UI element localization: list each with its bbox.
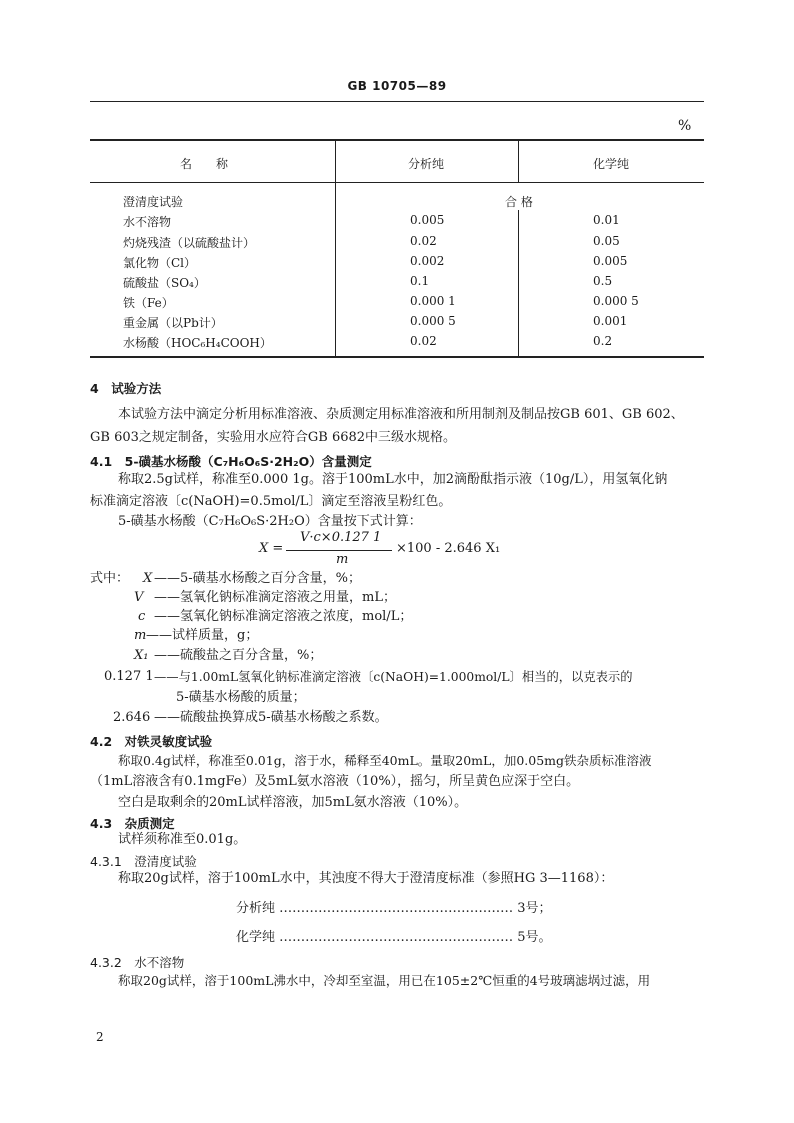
- clarity-grade-ar: 分析纯 ……………………………………………… 3号；: [236, 901, 552, 916]
- table-row-ar: 0.02: [410, 234, 437, 248]
- table-row-ar: 0.002: [410, 254, 445, 268]
- def-text: ——与1.00mL氢氧化钠标准滴定溶液〔c(NaOH)=1.000mol/L〕相当的，以克表示的: [154, 670, 633, 684]
- def-text: ——试样质量，g；: [146, 628, 259, 643]
- table-col-divider-2-header: [518, 140, 519, 183]
- table-row-name: 重金属（以Pb计）: [123, 316, 223, 330]
- formula-rhs: ×100 - 2.646 X₁: [396, 541, 501, 556]
- section-4-2-paragraph-line1: 称取0.4g试样，称准至0.01g，溶于水，稀释至40mL。量取20mL，加0.05mg铁杂质标准溶液: [118, 753, 652, 768]
- standard-number-header: GB 10705—89: [347, 79, 447, 93]
- formula-lhs: X =: [259, 541, 284, 556]
- def-symbol: X: [143, 571, 153, 586]
- table-row-cp: 0.05: [593, 234, 620, 248]
- section-4-paragraph-line1: 本试验方法中滴定分析用标准溶液、杂质测定用标准溶液和所用制剂及制品按GB 601、GB 602、: [118, 407, 684, 422]
- table-row-name: 氯化物（Cl）: [123, 256, 197, 270]
- table-row-name: 铁（Fe）: [123, 296, 174, 310]
- table-bottom-rule: [90, 356, 704, 358]
- section-4-1-formula-intro: 5-磺基水杨酸（C₇H₆O₆S·2H₂O）含量按下式计算：: [118, 514, 422, 529]
- section-4-2-title: 4.2 对铁灵敏度试验: [90, 734, 213, 749]
- def-symbol: V: [134, 590, 144, 605]
- def-text: ——氢氧化钠标准滴定溶液之用量，mL；: [154, 590, 396, 605]
- column-header-cp: 化学纯: [593, 157, 630, 171]
- section-4-3-1-title: 4.3.1 澄清度试验: [90, 854, 197, 869]
- header-rule: [90, 101, 704, 102]
- table-row-name: 灼烧残渣（以硫酸盐计）: [123, 236, 256, 250]
- table-row-cp: 0.5: [593, 274, 613, 288]
- clarity-grade-cp: 化学纯 ……………………………………………… 5号。: [236, 930, 552, 945]
- section-4-1-title: 4.1 5-磺基水杨酸（C₇H₆O₆S·2H₂O）含量测定: [90, 454, 372, 469]
- section-4-3-title: 4.3 杂质测定: [90, 816, 175, 831]
- section-4-title: 4 试验方法: [90, 381, 162, 396]
- table-col-divider-2-body: [518, 210, 519, 357]
- table-row-cp: 0.005: [593, 254, 628, 268]
- table-row-name: 水杨酸（HOC₆H₄COOH）: [123, 336, 272, 350]
- section-4-2-paragraph-line2: （1mL溶液含有0.1mgFe）及5mL氨水溶液（10%），摇匀，所呈黄色应深于空白。: [90, 774, 580, 789]
- section-4-1-paragraph-line2: 标准滴定溶液〔c(NaOH)=0.5mol/L〕滴定至溶液呈粉红色。: [90, 494, 452, 509]
- def-symbol: 0.127 1: [104, 669, 154, 684]
- page-number: 2: [96, 1030, 104, 1044]
- table-row-ar: 0.000 5: [410, 314, 456, 328]
- table-row-ar: 0.1: [410, 274, 430, 288]
- def-text: ——硫酸盐换算成5-磺基水杨酸之系数。: [154, 710, 388, 725]
- def-symbol: X₁: [134, 648, 149, 663]
- section-4-paragraph-line2: GB 603之规定制备，实验用水应符合GB 6682中三级水规格。: [90, 430, 457, 445]
- def-symbol: 2.646: [113, 710, 151, 725]
- table-row-ar: 0.000 1: [410, 294, 456, 308]
- section-4-3-paragraph: 试样须称准至0.01g。: [118, 832, 247, 847]
- column-header-ar: 分析纯: [408, 157, 445, 171]
- where-label: 式中：: [90, 571, 130, 586]
- section-4-3-1-paragraph: 称取20g试样，溶于100mL水中，其浊度不得大于澄清度标准（参照HG 3—1168）：: [118, 871, 614, 886]
- def-text: ——氢氧化钠标准滴定溶液之浓度，mol/L；: [154, 609, 413, 624]
- def-text: ——5-磺基水杨酸之百分含量，%；: [154, 571, 362, 586]
- table-row-cp: 0.000 5: [593, 294, 639, 308]
- section-4-1-paragraph-line1: 称取2.5g试样，称准至0.000 1g。溶于100mL水中，加2滴酚酞指示液（10g/L），用氢氧化钠: [118, 472, 668, 487]
- section-4-3-2-title: 4.3.2 水不溶物: [90, 955, 185, 970]
- section-4-2-paragraph-2: 空白是取剩余的20mL试样溶液，加5mL氨水溶液（10%）。: [118, 795, 468, 810]
- formula-numerator: V·c×0.127 1: [300, 530, 382, 545]
- section-4-3-2-paragraph: 称取20g试样，溶于100mL沸水中，冷却至室温，用已在105±2℃恒重的4号玻璃滤埚过滤，用: [118, 973, 651, 988]
- table-row-name: 水不溶物: [123, 215, 172, 229]
- unit-label: %: [678, 118, 692, 134]
- table-row-cp: 0.01: [593, 213, 620, 227]
- formula-denominator: m: [336, 552, 349, 567]
- table-row-cp: 0.2: [593, 334, 613, 348]
- table-top-rule: [90, 139, 704, 141]
- def-text: ——硫酸盐之百分含量，%；: [154, 648, 323, 663]
- def-symbol: m: [134, 628, 147, 643]
- table-header-rule: [90, 182, 704, 183]
- table-col-divider-1: [335, 140, 336, 357]
- table-row-name: 澄清度试验: [123, 195, 184, 209]
- table-row-name: 硫酸盐（SO₄）: [123, 276, 206, 290]
- table-row-ar: 合 格: [505, 195, 533, 209]
- formula-fraction-bar: [286, 550, 392, 551]
- table-row-cp: 0.001: [593, 314, 628, 328]
- def-symbol: c: [138, 609, 146, 624]
- column-header-name: 名 称: [180, 157, 229, 171]
- table-row-ar: 0.005: [410, 213, 445, 227]
- def-text: 5-磺基水杨酸的质量；: [176, 690, 306, 705]
- table-row-ar: 0.02: [410, 334, 437, 348]
